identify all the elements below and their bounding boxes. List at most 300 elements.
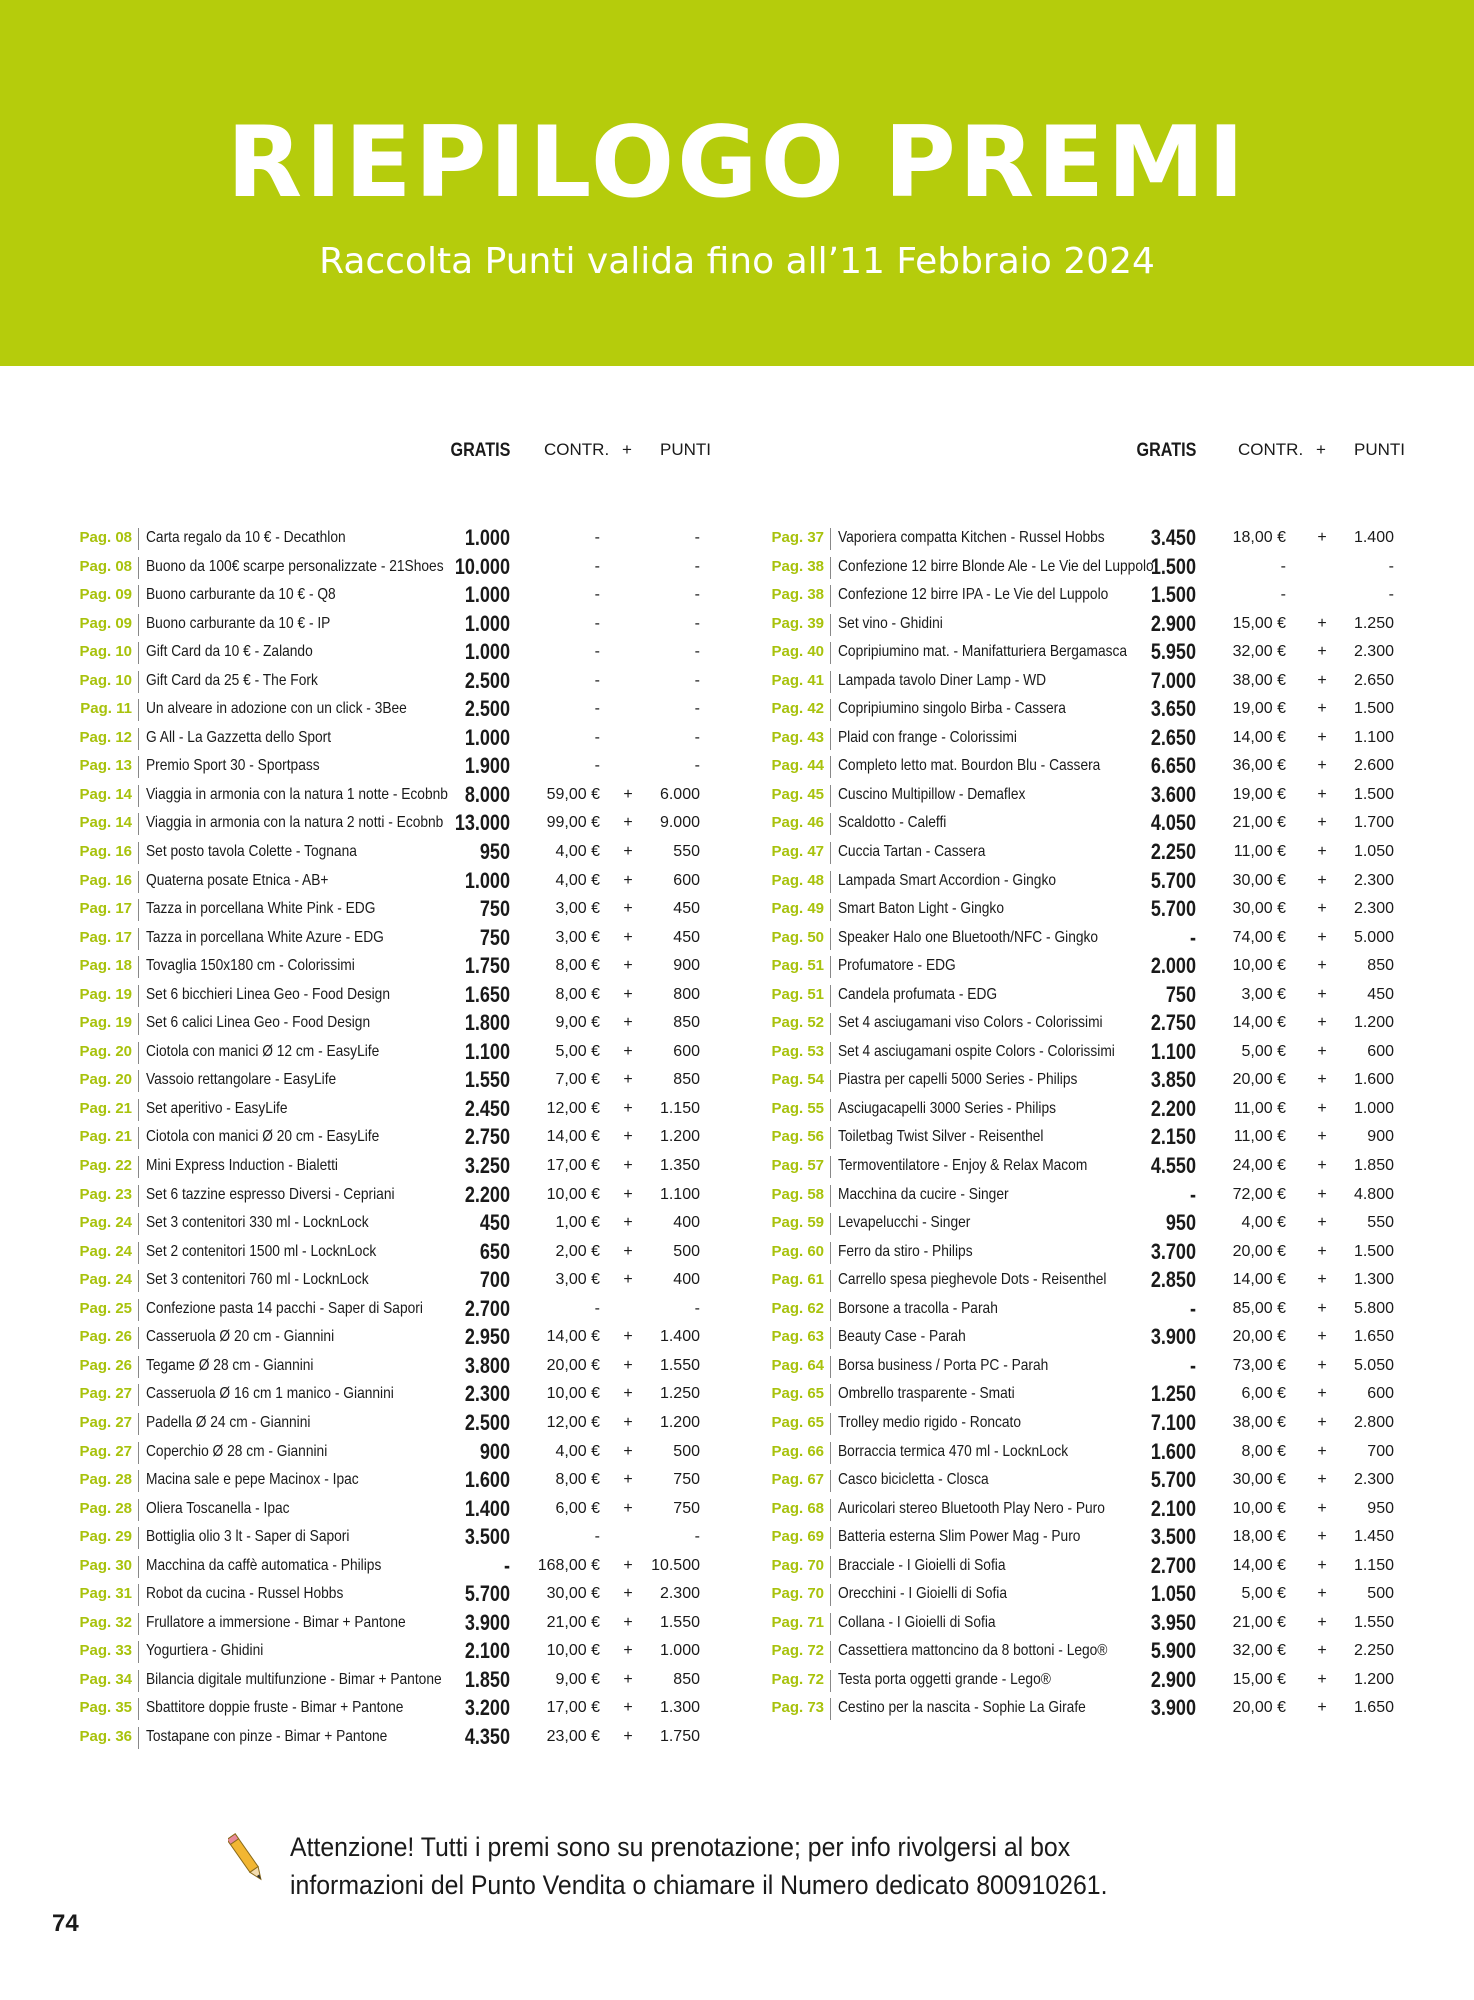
contribution: 1,00 € — [555, 1214, 600, 1232]
row-separator — [830, 1613, 831, 1635]
prize-name: Tazza in porcellana White Azure - EDG — [146, 928, 384, 946]
plus-sign: + — [1317, 700, 1327, 718]
page-ref: Pag. 29 — [79, 1528, 132, 1546]
points: 1.750 — [659, 1727, 700, 1745]
contribution: 74,00 € — [1232, 928, 1286, 946]
points: 1.400 — [659, 1328, 700, 1346]
page-ref: Pag. 22 — [79, 1157, 132, 1175]
prize-name: Profumatore - EDG — [838, 957, 956, 975]
points: 1.200 — [1353, 1670, 1394, 1688]
prize-name: Levapelucchi - Singer — [838, 1214, 971, 1232]
points: 9.000 — [659, 814, 700, 832]
contribution: 3,00 € — [555, 928, 600, 946]
contribution: 32,00 € — [1232, 1642, 1286, 1660]
plus-sign: + — [1317, 1670, 1327, 1688]
plus-sign: + — [1317, 1356, 1327, 1374]
prize-row — [70, 610, 710, 639]
contribution: 59,00 € — [546, 785, 600, 803]
points: - — [694, 1528, 700, 1546]
contribution: 8,00 € — [555, 1471, 600, 1489]
prize-row — [762, 1380, 1402, 1409]
row-separator — [830, 1442, 831, 1464]
plus-sign: + — [1317, 843, 1327, 861]
points: 5.800 — [1353, 1299, 1394, 1317]
page-ref: Pag. 09 — [79, 586, 132, 604]
header-punti: PUNTI — [660, 440, 711, 459]
page-ref: Pag. 49 — [771, 900, 824, 918]
page-ref: Pag. 51 — [771, 957, 824, 975]
prize-row — [762, 1694, 1402, 1723]
page-ref: Pag. 18 — [79, 957, 132, 975]
page-ref: Pag. 19 — [79, 985, 132, 1003]
contribution: - — [594, 643, 600, 661]
gratis-points: 750 — [479, 896, 510, 922]
prize-name: Auricolari stereo Bluetooth Play Nero - Puro — [838, 1499, 1105, 1517]
gratis-points: 1.800 — [464, 1010, 510, 1036]
page-ref: Pag. 65 — [771, 1413, 824, 1431]
row-separator — [830, 1327, 831, 1349]
row-separator — [138, 1442, 139, 1464]
gratis-points: - — [503, 1552, 510, 1578]
prize-row — [70, 809, 710, 838]
prize-name: Termoventilatore - Enjoy & Relax Macom — [838, 1157, 1088, 1175]
row-separator — [830, 1670, 831, 1692]
header-contr: CONTR. — [544, 440, 610, 459]
points: 600 — [673, 871, 700, 889]
row-separator — [138, 813, 139, 835]
contribution: - — [594, 529, 600, 546]
contribution: - — [594, 728, 600, 746]
plus-sign: + — [623, 1471, 633, 1489]
prize-name: Plaid con frange - Colorissimi — [838, 728, 1017, 746]
page-ref: Pag. 13 — [79, 757, 132, 775]
prize-row — [70, 1694, 710, 1723]
prize-row — [762, 981, 1402, 1010]
gratis-points: 10.000 — [454, 553, 510, 579]
plus-sign: + — [1317, 871, 1327, 889]
prize-name: Buono carburante da 10 € - Q8 — [146, 586, 336, 604]
gratis-points: 3.900 — [1150, 1695, 1196, 1721]
gratis-points: 3.250 — [464, 1153, 510, 1179]
prize-row — [762, 1409, 1402, 1438]
header-punti: PUNTI — [1354, 440, 1405, 459]
prize-name: Borsa business / Porta PC - Parah — [838, 1356, 1049, 1374]
prize-row — [70, 1666, 710, 1695]
gratis-points: 8.000 — [464, 781, 510, 807]
contribution: 21,00 € — [1232, 1613, 1286, 1631]
page-ref: Pag. 08 — [79, 557, 132, 575]
row-separator — [830, 1270, 831, 1292]
row-separator — [138, 1413, 139, 1435]
prize-name: Tostapane con pinze - Bimar + Pantone — [146, 1727, 388, 1745]
row-separator — [830, 1213, 831, 1235]
gratis-points: 750 — [479, 924, 510, 950]
prize-row — [70, 581, 710, 610]
plus-sign: + — [1317, 900, 1327, 918]
prize-name: Buono carburante da 10 € - IP — [146, 614, 331, 632]
header-banner — [0, 0, 1474, 366]
row-separator — [138, 557, 139, 579]
prize-list — [762, 524, 1402, 1723]
prize-name: G All - La Gazzetta dello Sport — [146, 728, 332, 746]
points: - — [694, 586, 700, 604]
prize-name: Set 6 bicchieri Linea Geo - Food Design — [146, 985, 390, 1003]
points: 450 — [673, 900, 700, 918]
prize-row — [762, 1580, 1402, 1609]
contribution: 17,00 € — [546, 1699, 600, 1717]
prize-name: Frullatore a immersione - Bimar + Pantone — [146, 1613, 406, 1631]
prize-table-right — [762, 440, 1405, 1723]
gratis-points: 1.100 — [1150, 1038, 1196, 1064]
plus-sign: + — [623, 1727, 633, 1745]
row-separator — [138, 1613, 139, 1635]
page-ref: Pag. 48 — [771, 871, 824, 889]
points: 1.000 — [1353, 1099, 1394, 1117]
gratis-points: 1.000 — [464, 639, 510, 665]
table-header — [70, 440, 710, 470]
gratis-points: 2.100 — [1150, 1495, 1196, 1521]
prize-row — [70, 867, 710, 896]
prize-name: Macchina da caffè automatica - Philips — [146, 1556, 382, 1574]
row-separator — [830, 528, 831, 550]
points: 1.300 — [659, 1699, 700, 1717]
points: 1.100 — [659, 1185, 700, 1203]
contribution: 23,00 € — [546, 1727, 600, 1745]
prize-name: Vaporiera compatta Kitchen - Russel Hobbs — [838, 529, 1105, 546]
gratis-points: 3.950 — [1150, 1609, 1196, 1635]
gratis-points: 5.700 — [1150, 867, 1196, 893]
plus-sign: + — [623, 785, 633, 803]
page-ref: Pag. 16 — [79, 843, 132, 861]
prize-row — [70, 895, 710, 924]
points: 1.500 — [1353, 785, 1394, 803]
gratis-points: - — [1189, 1181, 1196, 1207]
row-separator — [138, 1156, 139, 1178]
page-ref: Pag. 28 — [79, 1499, 132, 1517]
contribution: 21,00 € — [546, 1613, 600, 1631]
prize-name: Completo letto mat. Bourdon Blu - Cassera — [838, 757, 1101, 775]
plus-sign: + — [623, 1699, 633, 1717]
page-ref: Pag. 31 — [79, 1585, 132, 1603]
gratis-points: 2.500 — [464, 696, 510, 722]
plus-sign: + — [1317, 985, 1327, 1003]
prize-name: Carrello spesa pieghevole Dots - Reisenthel — [838, 1271, 1107, 1289]
row-separator — [138, 1185, 139, 1207]
prize-row — [762, 724, 1402, 753]
prize-name: Tazza in porcellana White Pink - EDG — [146, 900, 376, 918]
points: 2.600 — [1353, 757, 1394, 775]
prize-name: Sbattitore doppie fruste - Bimar + Pantone — [146, 1699, 404, 1717]
gratis-points: 2.200 — [464, 1181, 510, 1207]
row-separator — [138, 1670, 139, 1692]
points: 2.300 — [1353, 1471, 1394, 1489]
prize-table-left — [70, 440, 710, 1752]
row-separator — [830, 1042, 831, 1064]
contribution: 4,00 € — [555, 871, 600, 889]
prize-row — [762, 553, 1402, 582]
gratis-points: 2.500 — [464, 667, 510, 693]
points: 500 — [673, 1242, 700, 1260]
page-ref: Pag. 10 — [79, 671, 132, 689]
prize-row — [70, 781, 710, 810]
contribution: 10,00 € — [546, 1385, 600, 1403]
plus-sign: + — [1317, 614, 1327, 632]
prize-name: Confezione 12 birre Blonde Ale - Le Vie del Luppolo — [838, 557, 1154, 575]
prize-name: Copripiumino singolo Birba - Cassera — [838, 700, 1066, 718]
row-separator — [830, 956, 831, 978]
prize-row — [70, 638, 710, 667]
row-separator — [138, 1727, 139, 1749]
plus-sign: + — [1317, 529, 1327, 546]
contribution: 5,00 € — [1241, 1585, 1286, 1603]
prize-name: Set aperitivo - EasyLife — [146, 1099, 288, 1117]
gratis-points: 2.150 — [1150, 1124, 1196, 1150]
prize-name: Confezione pasta 14 pacchi - Saper di Sapori — [146, 1299, 423, 1317]
page-ref: Pag. 14 — [79, 785, 132, 803]
contribution: 36,00 € — [1232, 757, 1286, 775]
points: 600 — [673, 1042, 700, 1060]
prize-row — [70, 1409, 710, 1438]
gratis-points: - — [1189, 1295, 1196, 1321]
contribution: - — [594, 557, 600, 575]
page-ref: Pag. 20 — [79, 1042, 132, 1060]
row-separator — [830, 1527, 831, 1549]
contribution: 5,00 € — [555, 1042, 600, 1060]
row-separator — [138, 1470, 139, 1492]
prize-row — [762, 895, 1402, 924]
row-separator — [138, 1213, 139, 1235]
contribution: - — [594, 757, 600, 775]
points: 2.300 — [1353, 900, 1394, 918]
points: 850 — [673, 1071, 700, 1089]
gratis-points: 2.100 — [464, 1638, 510, 1664]
prize-row — [762, 781, 1402, 810]
row-separator — [830, 728, 831, 750]
row-separator — [830, 1156, 831, 1178]
points: 450 — [1367, 985, 1394, 1003]
prize-row — [70, 695, 710, 724]
prize-row — [762, 638, 1402, 667]
row-separator — [138, 1299, 139, 1321]
row-separator — [830, 699, 831, 721]
points: 500 — [1367, 1585, 1394, 1603]
contribution: 17,00 € — [546, 1157, 600, 1175]
contribution: 14,00 € — [1232, 728, 1286, 746]
contribution: 5,00 € — [1241, 1042, 1286, 1060]
prize-row — [70, 1438, 710, 1467]
plus-sign: + — [623, 1613, 633, 1631]
prize-row — [70, 1209, 710, 1238]
points: 900 — [1367, 1128, 1394, 1146]
page-ref: Pag. 60 — [771, 1242, 824, 1260]
page-ref: Pag. 30 — [79, 1556, 132, 1574]
points: 1.550 — [659, 1356, 700, 1374]
prize-row — [70, 1523, 710, 1552]
page-ref: Pag. 67 — [771, 1471, 824, 1489]
row-separator — [830, 1185, 831, 1207]
gratis-points: 2.900 — [1150, 610, 1196, 636]
plus-sign: + — [623, 985, 633, 1003]
contribution: - — [594, 1528, 600, 1546]
page-ref: Pag. 70 — [771, 1556, 824, 1574]
gratis-points: 700 — [479, 1267, 510, 1293]
gratis-points: 2.700 — [464, 1295, 510, 1321]
row-separator — [138, 956, 139, 978]
prize-name: Toiletbag Twist Silver - Reisenthel — [838, 1128, 1044, 1146]
contribution: 11,00 € — [1233, 1099, 1286, 1117]
gratis-points: 5.700 — [1150, 896, 1196, 922]
gratis-points: 650 — [479, 1238, 510, 1264]
row-separator — [830, 1413, 831, 1435]
page-ref: Pag. 61 — [771, 1271, 824, 1289]
points: 1.700 — [1353, 814, 1394, 832]
row-separator — [138, 614, 139, 636]
prize-row — [762, 1637, 1402, 1666]
page-ref: Pag. 56 — [771, 1128, 824, 1146]
contribution: 3,00 € — [555, 900, 600, 918]
contribution: 20,00 € — [1232, 1328, 1286, 1346]
points: - — [694, 700, 700, 718]
plus-sign: + — [1317, 1471, 1327, 1489]
prize-name: Candela profumata - EDG — [838, 985, 998, 1003]
contribution: 99,00 € — [546, 814, 600, 832]
plus-sign: + — [1317, 1442, 1327, 1460]
prize-row — [70, 924, 710, 953]
contribution: 32,00 € — [1232, 643, 1286, 661]
gratis-points: 2.850 — [1150, 1267, 1196, 1293]
prize-row — [762, 1609, 1402, 1638]
plus-sign: + — [623, 1642, 633, 1660]
prize-row — [70, 1123, 710, 1152]
prize-name: Smart Baton Light - Gingko — [838, 900, 1004, 918]
points: 1.250 — [1353, 614, 1394, 632]
prize-row — [762, 1066, 1402, 1095]
row-separator — [138, 785, 139, 807]
contribution: 38,00 € — [1232, 1413, 1286, 1431]
contribution: 8,00 € — [1241, 1442, 1286, 1460]
page-ref: Pag. 16 — [79, 871, 132, 889]
prize-name: Collana - I Gioielli di Sofia — [838, 1613, 996, 1631]
prize-name: Asciugacapelli 3000 Series - Philips — [838, 1099, 1056, 1117]
prize-name: Bottiglia olio 3 lt - Saper di Sapori — [146, 1528, 350, 1546]
gratis-points: 4.350 — [464, 1723, 510, 1749]
points: 1.200 — [659, 1128, 700, 1146]
prize-row — [70, 724, 710, 753]
row-separator — [138, 756, 139, 778]
plus-sign: + — [1317, 1328, 1327, 1346]
contribution: 3,00 € — [1241, 985, 1286, 1003]
points: 2.800 — [1353, 1413, 1394, 1431]
contribution: 14,00 € — [1232, 1271, 1286, 1289]
gratis-points: 950 — [479, 839, 510, 865]
points: 1.150 — [659, 1099, 700, 1117]
prize-row — [762, 952, 1402, 981]
points: 4.800 — [1353, 1185, 1394, 1203]
contribution: 30,00 € — [1232, 871, 1286, 889]
gratis-points: 2.300 — [464, 1381, 510, 1407]
row-separator — [830, 842, 831, 864]
prize-name: Tegame Ø 28 cm - Giannini — [146, 1356, 314, 1374]
contribution: 85,00 € — [1232, 1299, 1286, 1317]
page-ref: Pag. 14 — [79, 814, 132, 832]
points: 1.600 — [1353, 1071, 1394, 1089]
page-ref: Pag. 73 — [771, 1699, 824, 1717]
page-ref: Pag. 33 — [79, 1642, 132, 1660]
gratis-points: 2.200 — [1150, 1095, 1196, 1121]
gratis-points: 900 — [479, 1438, 510, 1464]
plus-sign: + — [1317, 957, 1327, 975]
row-separator — [830, 1099, 831, 1121]
page-ref: Pag. 35 — [79, 1699, 132, 1717]
row-separator — [138, 1270, 139, 1292]
gratis-points: 2.500 — [464, 1409, 510, 1435]
page-ref: Pag. 41 — [771, 671, 824, 689]
pencil-icon — [228, 1828, 264, 1888]
prize-name: Orecchini - I Gioielli di Sofia — [838, 1585, 1008, 1603]
prize-name: Scaldotto - Caleffi — [838, 814, 947, 832]
contribution: 30,00 € — [546, 1585, 600, 1603]
header-gratis: GRATIS — [450, 440, 510, 461]
prize-row — [762, 667, 1402, 696]
contribution: 14,00 € — [1232, 1014, 1286, 1032]
points: 6.000 — [659, 785, 700, 803]
contribution: 20,00 € — [1232, 1071, 1286, 1089]
page-ref: Pag. 72 — [771, 1670, 824, 1688]
plus-sign: + — [1317, 1299, 1327, 1317]
prize-name: Vassoio rettangolare - EasyLife — [146, 1071, 337, 1089]
prize-name: Macina sale e pepe Macinox - Ipac — [146, 1471, 359, 1489]
prize-name: Un alveare in adozione con un click - 3Bee — [146, 700, 407, 718]
row-separator — [138, 1556, 139, 1578]
contribution: 3,00 € — [555, 1271, 600, 1289]
prize-name: Viaggia in armonia con la natura 2 notti - Ecobnb — [146, 814, 444, 832]
row-separator — [138, 871, 139, 893]
row-separator — [830, 785, 831, 807]
plus-sign: + — [1317, 1014, 1327, 1032]
row-separator — [138, 1327, 139, 1349]
prize-name: Padella Ø 24 cm - Giannini — [146, 1413, 311, 1431]
prize-name: Cassettiera mattoncino da 8 bottoni - Lego® — [838, 1642, 1108, 1660]
prize-row — [762, 1152, 1402, 1181]
prize-row — [762, 1009, 1402, 1038]
prize-row — [70, 1038, 710, 1067]
contribution: 19,00 € — [1232, 700, 1286, 718]
points: 900 — [673, 957, 700, 975]
row-separator — [830, 1384, 831, 1406]
points: 2.650 — [1353, 671, 1394, 689]
prize-name: Cuccia Tartan - Cassera — [838, 843, 986, 861]
points: 600 — [1367, 1042, 1394, 1060]
row-separator — [830, 1299, 831, 1321]
gratis-points: 1.600 — [464, 1467, 510, 1493]
prize-name: Coperchio Ø 28 cm - Giannini — [146, 1442, 328, 1460]
page-title: RIEPILOGO PREMI — [226, 106, 1248, 220]
page-ref: Pag. 70 — [771, 1585, 824, 1603]
prize-name: Ciotola con manici Ø 12 cm - EasyLife — [146, 1042, 380, 1060]
prize-name: Mini Express Induction - Bialetti — [146, 1157, 338, 1175]
plus-sign: + — [623, 1385, 633, 1403]
prize-row — [70, 1238, 710, 1267]
prize-name: Piastra per capelli 5000 Series - Philips — [838, 1071, 1078, 1089]
points: - — [694, 1299, 700, 1317]
contribution: 4,00 € — [555, 1442, 600, 1460]
prize-row — [762, 1266, 1402, 1295]
plus-sign: + — [623, 1556, 633, 1574]
page-ref: Pag. 12 — [79, 728, 132, 746]
contribution: 20,00 € — [1232, 1242, 1286, 1260]
contribution: 20,00 € — [1232, 1699, 1286, 1717]
plus-sign: + — [623, 1442, 633, 1460]
